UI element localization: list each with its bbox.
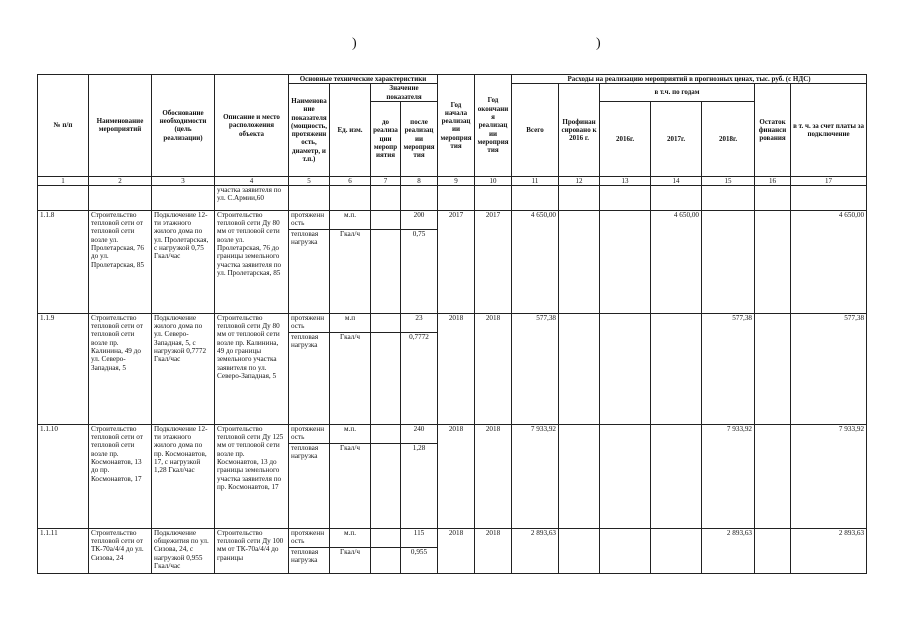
row-value: 23 (401, 313, 438, 332)
row-value: 0,75 (401, 229, 438, 313)
row-2018 (702, 210, 755, 313)
row-location: Строительство тепловой сети Ду 125 мм от тепловой сети возле пр. Космонавтов, 13 до границы земельного участка заявителя по пр. Космонавтов, 17 (215, 424, 289, 528)
header-after: после реализации мероприятия (401, 101, 438, 176)
col-number: 15 (702, 176, 755, 185)
header-by-years: в т.ч. по годам (600, 84, 755, 102)
bracket-mark-left: ) (352, 36, 357, 51)
row-end-year: 2018 (475, 313, 512, 424)
row-name: Строительство тепловой сети от тепловой сети возле пр. Космонавтов, 13 до пр. Космонавтов, 17 (89, 424, 152, 528)
row-unit: Гкал/ч (330, 547, 371, 573)
row-unit: Гкал/ч (330, 332, 371, 424)
col-number: 6 (330, 176, 371, 185)
row-2018: 2 893,63 (702, 528, 755, 573)
header-justification: Обоснование необходимости (цель реализации) (152, 75, 215, 177)
row-value: 1,28 (401, 443, 438, 528)
row-total: 4 650,00 (512, 210, 559, 313)
col-number: 12 (559, 176, 600, 185)
row-value: 0,7772 (401, 332, 438, 424)
row-location: Строительство тепловой сети Ду 80 мм от тепловой сети возле пр. Калинина, 49 до границы земельного участка заявителя по ул. Северо-Западная, 5 (215, 313, 289, 424)
row-fee: 7 933,92 (791, 424, 867, 528)
header-total: Всего (512, 84, 559, 177)
row-fee: 4 650,00 (791, 210, 867, 313)
header-tech-group: Основные технические характеристики (289, 75, 438, 84)
row-start-year: 2018 (438, 424, 475, 528)
header-2018: 2018г. (702, 101, 755, 176)
row-justification: Подключение 12-ти этажного жилого дома по ул. Пролетарская, с нагрузкой 0,75 Гкал/час (152, 210, 215, 313)
row-unit: Гкал/ч (330, 229, 371, 313)
table-row (38, 424, 867, 443)
row-unit: Гкал/ч (330, 443, 371, 528)
row-justification: Подключение 12-ти этажного жилого дома по пр. Космонавтов, 17, с нагрузкой 1,28 Гкал/час (152, 424, 215, 528)
row-value: 115 (401, 528, 438, 547)
row-start-year: 2018 (438, 528, 475, 573)
row-name: Строительство тепловой сети от тепловой сети возле ул. Пролетарская, 76 до ул. Пролетарская, 85 (89, 210, 152, 313)
table-row (38, 313, 867, 332)
row-name: Строительство тепловой сети от тепловой сети возле пр. Калинина, 49 до ул. Северо-Западная, 5 (89, 313, 152, 424)
row-end-year: 2018 (475, 528, 512, 573)
row-start-year: 2017 (438, 210, 475, 313)
header-2016: 2016г. (600, 101, 651, 176)
row-indicator: протяженность (289, 210, 330, 229)
header-before: до реализации мероприятия (371, 101, 401, 176)
row-justification: Подключение жилого дома по ул. Северо-Западная, 5, с нагрузкой 0,7772 Гкал/час (152, 313, 215, 424)
col-number: 8 (401, 176, 438, 185)
row-start-year: 2018 (438, 313, 475, 424)
col-number: 5 (289, 176, 330, 185)
row-value: 240 (401, 424, 438, 443)
header-name: Наименование мероприятий (89, 75, 152, 177)
col-number: 9 (438, 176, 475, 185)
row-2017 (651, 424, 702, 528)
row-total: 577,38 (512, 313, 559, 424)
header-end-year: Год окончания реализации мероприятия (475, 75, 512, 177)
col-number: 16 (755, 176, 791, 185)
row-num: 1.1.8 (38, 210, 89, 313)
table-row (38, 528, 867, 547)
row-justification: Подключение общежития по ул. Сизова, 24, с нагрузкой 0,955 Гкал/час (152, 528, 215, 573)
row-fee: 577,38 (791, 313, 867, 424)
row-indicator: тепловая нагрузка (289, 443, 330, 528)
investment-program-table (37, 74, 867, 574)
row-indicator: протяженность (289, 528, 330, 547)
row-indicator: тепловая нагрузка (289, 332, 330, 424)
col-number: 10 (475, 176, 512, 185)
row-2017: 4 650,00 (651, 210, 702, 313)
row-end-year: 2018 (475, 424, 512, 528)
header-start-year: Год начала реализации мероприятия (438, 75, 475, 177)
row-indicator: тепловая нагрузка (289, 229, 330, 313)
col-number: 13 (600, 176, 651, 185)
row-unit: м.п (330, 313, 371, 332)
row-location: Строительство тепловой сети Ду 80 мм от тепловой сети возле ул. Пролетарская, 76 до границы земельного участка заявителя по ул. Пролетарская, 85 (215, 210, 289, 313)
header-value-group: Значение показателя (371, 84, 438, 102)
col-number: 11 (512, 176, 559, 185)
row-2018: 7 933,92 (702, 424, 755, 528)
row-indicator: протяженность (289, 313, 330, 332)
header-financed: Профинансировано к 2016 г. (559, 84, 600, 177)
header-num: № п/п (38, 75, 89, 177)
row-2016 (600, 528, 651, 573)
header-unit: Ед. изм. (330, 84, 371, 177)
col-number: 2 (89, 176, 152, 185)
table-row (38, 210, 867, 229)
col-number: 17 (791, 176, 867, 185)
header-incl-fee: в т. ч. за счет платы за подключение (791, 84, 867, 177)
row-unit: м.п. (330, 210, 371, 229)
row-total: 7 933,92 (512, 424, 559, 528)
row-indicator: протяженность (289, 424, 330, 443)
row-fee: 2 893,63 (791, 528, 867, 573)
row-2017 (651, 528, 702, 573)
row-num: 1.1.11 (38, 528, 89, 573)
col-number: 7 (371, 176, 401, 185)
row-num: 1.1.9 (38, 313, 89, 424)
row-unit: м.п. (330, 424, 371, 443)
col-number: 1 (38, 176, 89, 185)
row-num: 1.1.10 (38, 424, 89, 528)
col-number: 14 (651, 176, 702, 185)
col-number: 3 (152, 176, 215, 185)
row-unit: м.п. (330, 528, 371, 547)
row-2016 (600, 210, 651, 313)
continuation-text: участка заявителя по ул. С.Армии,60 (215, 185, 289, 210)
row-2017 (651, 313, 702, 424)
row-2016 (600, 313, 651, 424)
header-indicator-name: Наименование показателя (мощность, протяженность, диаметр, и т.п.) (289, 84, 330, 177)
col-number: 4 (215, 176, 289, 185)
row-2016 (600, 424, 651, 528)
row-end-year: 2017 (475, 210, 512, 313)
row-total: 2 893,63 (512, 528, 559, 573)
header-2017: 2017г. (651, 101, 702, 176)
row-2018: 577,38 (702, 313, 755, 424)
row-value: 200 (401, 210, 438, 229)
header-location: Описание и место расположения объекта (215, 75, 289, 177)
row-location: Строительство тепловой сети Ду 100 мм от ТК-70а/4/4 до границы (215, 528, 289, 573)
header-costs-group: Расходы на реализацию мероприятий в прогнозных ценах, тыс. руб. (с НДС) (512, 75, 867, 84)
row-indicator: тепловая нагрузка (289, 547, 330, 573)
bracket-mark-right: ) (596, 36, 601, 51)
header-remaining: Остаток финансирования (755, 84, 791, 177)
row-name: Строительство тепловой сети от ТК-70а/4/4 до ул. Сизова, 24 (89, 528, 152, 573)
row-value: 0,955 (401, 547, 438, 573)
